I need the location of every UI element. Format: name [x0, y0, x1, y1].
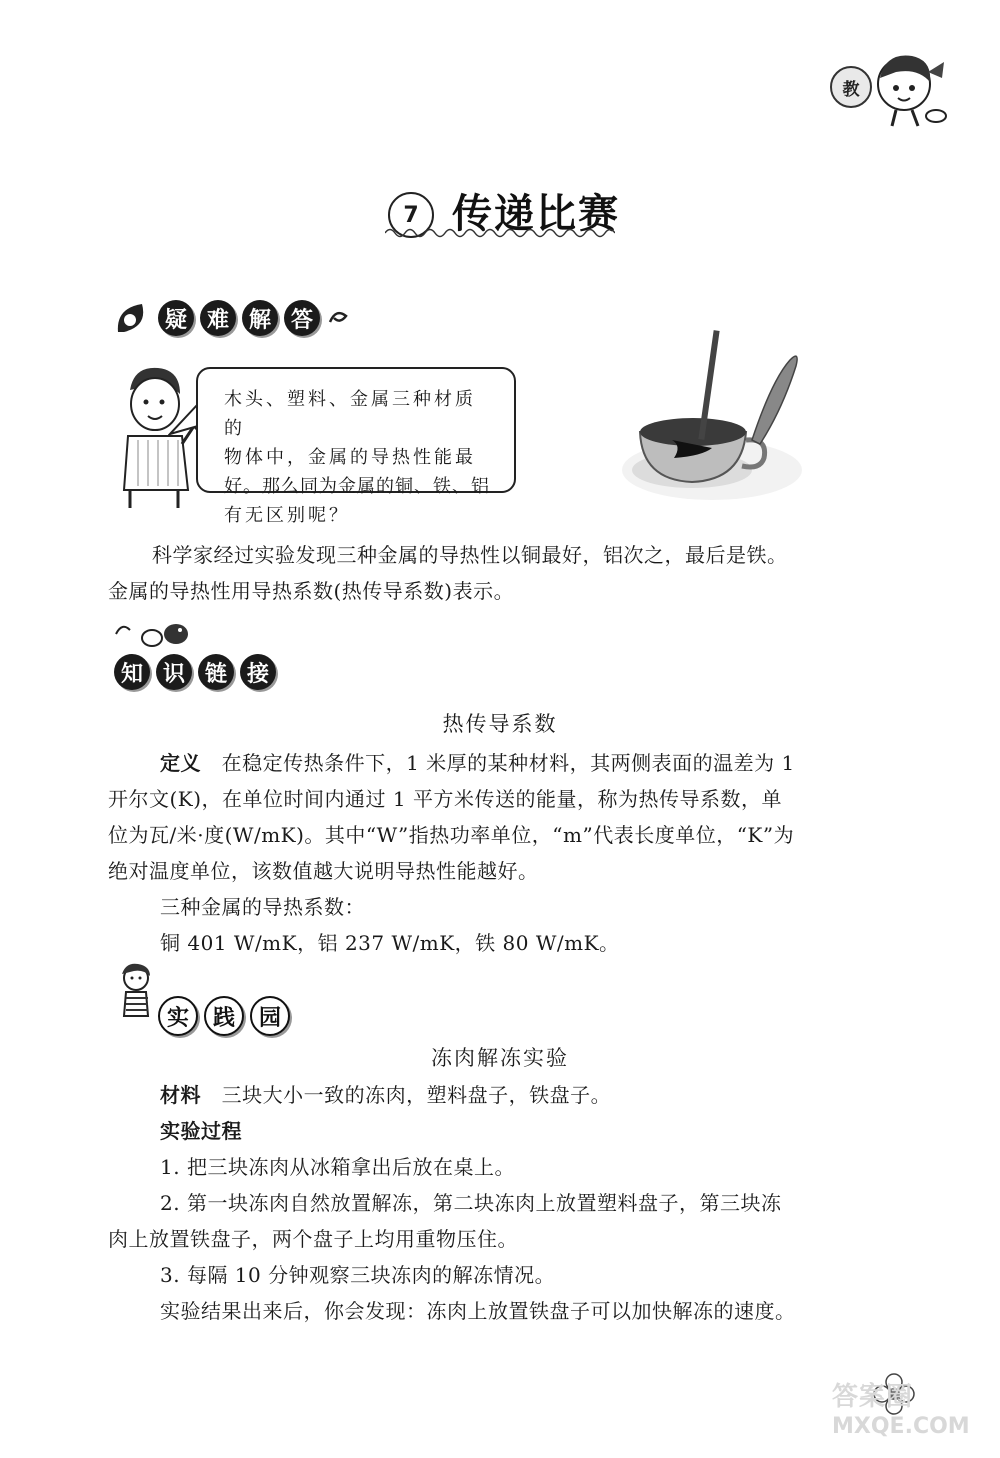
section-subtitle: 冻肉解冻实验	[431, 1046, 569, 1070]
definition-line: 位为瓦/米·度(W/mK)。其中“W”指热功率单位，“m”代表长度单位，“K”为	[108, 823, 795, 847]
section-header-char: 答	[284, 300, 320, 336]
corner-badge: 教	[830, 66, 872, 108]
speech-bubble	[196, 367, 516, 526]
definition-label: 定义	[160, 751, 201, 775]
speech-line: 木头、塑料、金属三种材质的	[224, 389, 476, 439]
values-line: 铜 401 W/mK，铝 237 W/mK，铁 80 W/mK。	[160, 931, 620, 955]
section-header-char: 链	[198, 654, 234, 690]
speech-line: 有无区别呢？	[224, 505, 350, 526]
section-header-char: 疑	[158, 300, 194, 336]
section-header-char: 解	[242, 300, 278, 336]
section-header-qa	[112, 298, 350, 338]
materials-label: 材料	[160, 1083, 201, 1107]
section-header-char: 知	[114, 654, 150, 690]
wavy-underline-icon	[385, 226, 615, 240]
step-line: 3. 每隔 10 分钟观察三块冻肉的解冻情况。	[160, 1263, 556, 1287]
step-line: 1. 把三块冻肉从冰箱拿出后放在桌上。	[160, 1155, 515, 1179]
materials-text: 三块大小一致的冻肉，塑料盘子，铁盘子。	[221, 1083, 612, 1107]
swirl-icon	[326, 306, 350, 330]
speech-line: 好。那么同为金属的铜、铁、铝	[224, 476, 490, 497]
leaf-icon	[112, 298, 152, 338]
materials-line	[160, 1078, 920, 1112]
speech-line: 物体中，金属的导热性能最	[224, 447, 476, 468]
cartoon-kid-icon	[866, 42, 956, 132]
definition-line: 绝对温度单位，该数值越大说明导热性能越好。	[108, 859, 539, 883]
section-subtitle: 热传导系数	[442, 712, 558, 736]
values-intro: 三种金属的导热系数：	[160, 895, 365, 919]
section-header-char: 接	[240, 654, 276, 690]
definition-first-line	[160, 746, 920, 780]
step-line: 2. 第一块冻肉自然放置解冻，第二块冻肉上放置塑料盘子，第三块冻	[160, 1191, 782, 1215]
definition-text: 在稳定传热条件下，1 米厚的某种材料，其两侧表面的温差为 1	[221, 751, 795, 775]
definition-line: 开尔文(K)，在单位时间内通过 1 平方米传送的能量，称为热传导系数，单	[108, 787, 782, 811]
section-header-char: 难	[200, 300, 236, 336]
kid-icon	[112, 960, 162, 1020]
bird-icon	[112, 614, 192, 654]
watermark-text: 答案圈	[832, 1382, 914, 1412]
section-header-char: 实	[158, 996, 198, 1036]
section-header-char: 园	[250, 996, 290, 1036]
spoon-cup-photo	[612, 320, 812, 510]
process-label: 实验过程	[160, 1119, 242, 1143]
step-line: 肉上放置铁盘子，两个盘子上均用重物压住。	[108, 1227, 518, 1251]
paragraph-line: 金属的导热性用导热系数(热传导系数)表示。	[108, 579, 515, 603]
section-header-char: 识	[156, 654, 192, 690]
watermark-url: MXQE.COM	[832, 1414, 970, 1439]
paragraph-line: 科学家经过实验发现三种金属的导热性以铜最好，铝次之，最后是铁。	[152, 543, 788, 567]
section-header-char: 践	[204, 996, 244, 1036]
section-header-practice	[158, 996, 290, 1036]
chapter-title: 传递比赛	[452, 191, 620, 237]
chapter-number: 7	[388, 192, 434, 238]
result-line: 实验结果出来后，你会发现：冻肉上放置铁盘子可以加快解冻的速度。	[160, 1299, 796, 1323]
section-header-knowledge	[114, 654, 276, 690]
